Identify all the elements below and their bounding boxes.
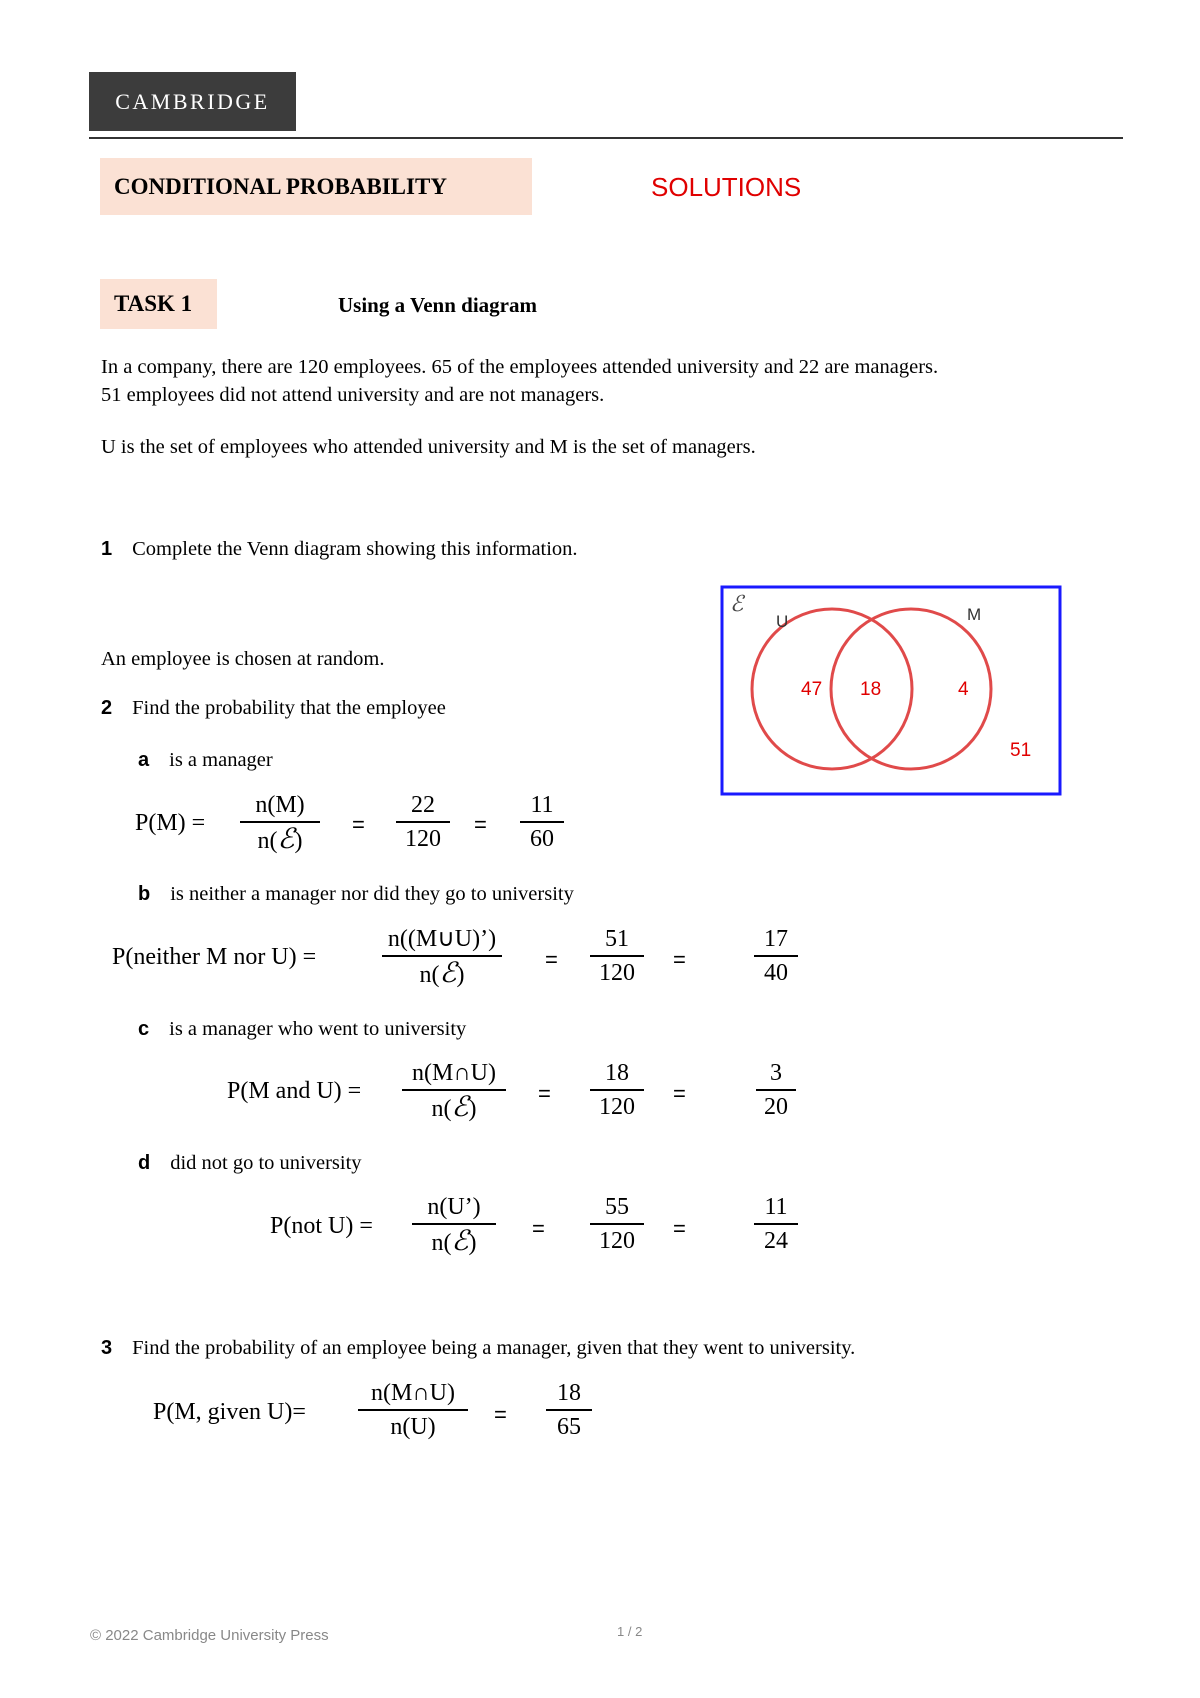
equals-sign: = bbox=[474, 812, 487, 837]
question-number: 2 bbox=[101, 697, 113, 719]
part-b-fraction-2 bbox=[590, 923, 644, 989]
part-c bbox=[138, 1018, 466, 1041]
part-letter: b bbox=[138, 883, 151, 905]
intro-line-3: U is the set of employees who attended university and M is the set of managers. bbox=[101, 436, 756, 458]
equals-sign: = bbox=[673, 947, 686, 972]
equals-sign: = bbox=[532, 1216, 545, 1241]
task-label bbox=[100, 279, 217, 329]
part-c-fraction-2 bbox=[590, 1057, 644, 1123]
question-number: 3 bbox=[101, 1337, 113, 1359]
universal-symbol: ℰ bbox=[451, 1224, 469, 1257]
numerator: 18 bbox=[590, 1057, 644, 1091]
part-d-lhs: P(not U) = bbox=[270, 1213, 373, 1239]
question-3 bbox=[101, 1337, 855, 1360]
numerator: 22 bbox=[396, 789, 450, 823]
part-a-fraction-3 bbox=[520, 789, 564, 855]
universal-set-border bbox=[722, 587, 1060, 794]
part-b-fraction-3 bbox=[754, 923, 798, 989]
page-number: 1 / 2 bbox=[617, 1624, 643, 1639]
universal-symbol: ℰ bbox=[451, 1090, 469, 1123]
denominator: 120 bbox=[405, 826, 441, 852]
numerator: n(M∩U) bbox=[402, 1057, 506, 1091]
numerator: 18 bbox=[546, 1377, 592, 1411]
question-text: Complete the Venn diagram showing this information. bbox=[132, 538, 578, 560]
part-c-fraction-3 bbox=[756, 1057, 796, 1123]
intro-line-2: 51 employees did not attend university and are not managers. bbox=[101, 384, 605, 406]
venn-diagram bbox=[720, 585, 1065, 797]
set-u-label: U bbox=[776, 612, 789, 631]
part-d bbox=[138, 1152, 362, 1175]
part-a-fraction-2 bbox=[396, 789, 450, 855]
part-d-fraction-2 bbox=[590, 1191, 644, 1257]
question-3-fraction-1 bbox=[358, 1377, 468, 1443]
question-2 bbox=[101, 697, 446, 720]
equals-sign: = bbox=[545, 947, 558, 972]
equals-sign: = bbox=[538, 1081, 551, 1106]
universal-set-symbol: ℰ bbox=[730, 592, 744, 617]
part-d-fraction-3 bbox=[754, 1191, 798, 1257]
question-1 bbox=[101, 538, 578, 561]
denominator: n(ℰ) bbox=[419, 956, 465, 989]
part-d-fraction-1 bbox=[412, 1191, 496, 1259]
denominator: n(ℰ) bbox=[257, 822, 303, 855]
universal-symbol: ℰ bbox=[439, 956, 457, 989]
part-a bbox=[138, 749, 273, 772]
region-neither: 51 bbox=[1010, 740, 1032, 761]
solutions-label: SOLUTIONS bbox=[651, 172, 802, 202]
denominator: 120 bbox=[599, 1228, 635, 1254]
region-only-u: 47 bbox=[801, 679, 823, 700]
question-3-lhs: P(M, given U)= bbox=[153, 1399, 306, 1425]
footer-copyright: © 2022 Cambridge University Press bbox=[90, 1627, 329, 1644]
denominator: 40 bbox=[764, 960, 788, 986]
denominator: 20 bbox=[764, 1094, 788, 1120]
part-b-lhs: P(neither M nor U) = bbox=[112, 944, 317, 970]
part-a-fraction-1 bbox=[240, 789, 320, 857]
numerator: n((M∪U)’) bbox=[382, 923, 502, 957]
numerator: 11 bbox=[754, 1191, 798, 1225]
equals-sign: = bbox=[494, 1402, 507, 1427]
denominator: 24 bbox=[764, 1228, 788, 1254]
part-letter: a bbox=[138, 749, 150, 771]
part-letter: d bbox=[138, 1152, 151, 1174]
question-number: 1 bbox=[101, 538, 113, 560]
equals-sign: = bbox=[352, 812, 365, 837]
part-text: is a manager who went to university bbox=[169, 1018, 467, 1040]
random-choice-line: An employee is chosen at random. bbox=[101, 648, 385, 670]
region-only-m: 4 bbox=[958, 679, 969, 700]
part-c-fraction-1 bbox=[402, 1057, 506, 1125]
region-both: 18 bbox=[860, 679, 882, 700]
denominator: 120 bbox=[599, 960, 635, 986]
page-title-text: CONDITIONAL PROBABILITY bbox=[114, 173, 447, 199]
set-m-label: M bbox=[967, 605, 982, 624]
cambridge-logo: CAMBRIDGE bbox=[89, 72, 296, 131]
part-letter: c bbox=[138, 1018, 150, 1040]
equals-sign: = bbox=[673, 1216, 686, 1241]
denominator: 120 bbox=[599, 1094, 635, 1120]
equals-sign: = bbox=[673, 1081, 686, 1106]
task-title: Using a Venn diagram bbox=[338, 293, 537, 317]
denominator: 65 bbox=[557, 1414, 581, 1440]
numerator: n(M) bbox=[240, 789, 320, 823]
numerator: 51 bbox=[590, 923, 644, 957]
numerator: 17 bbox=[754, 923, 798, 957]
intro-line-1: In a company, there are 120 employees. 65 of the employees attended university and 22 are managers. bbox=[101, 356, 939, 378]
task-label-text: TASK 1 bbox=[114, 291, 193, 316]
numerator: n(M∩U) bbox=[358, 1377, 468, 1411]
part-text: is neither a manager nor did they go to university bbox=[170, 883, 574, 905]
question-text: Find the probability that the employee bbox=[132, 697, 446, 719]
numerator: n(U’) bbox=[412, 1191, 496, 1225]
page-title bbox=[100, 158, 532, 215]
numerator: 11 bbox=[520, 789, 564, 823]
part-a-lhs: P(M) = bbox=[135, 810, 206, 836]
question-3-fraction-2 bbox=[546, 1377, 592, 1443]
question-text: Find the probability of an employee being a manager, given that they went to university. bbox=[132, 1337, 856, 1359]
numerator: 55 bbox=[590, 1191, 644, 1225]
denominator: n(ℰ) bbox=[431, 1090, 477, 1123]
denominator: n(U) bbox=[390, 1414, 436, 1440]
part-b-fraction-1 bbox=[382, 923, 502, 991]
denominator: n(ℰ) bbox=[431, 1224, 477, 1257]
part-b bbox=[138, 883, 574, 906]
numerator: 3 bbox=[756, 1057, 796, 1091]
part-c-lhs: P(M and U) = bbox=[227, 1078, 362, 1104]
part-text: did not go to university bbox=[170, 1152, 362, 1174]
part-text: is a manager bbox=[169, 749, 273, 771]
header-rule bbox=[89, 137, 1123, 139]
universal-symbol: ℰ bbox=[277, 822, 295, 855]
denominator: 60 bbox=[530, 826, 554, 852]
